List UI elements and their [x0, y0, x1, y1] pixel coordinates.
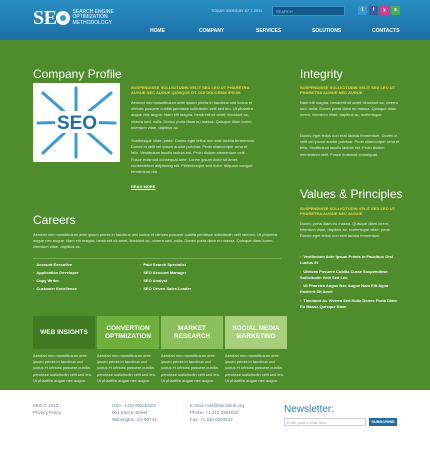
values-subtitle: SUSPENDISSE SOLLICITUDIN VELIT SED LEO UT PHARETRA AUGUE NEC AUGUE: [300, 206, 396, 217]
read-more-link[interactable]: READ MORE: [131, 184, 156, 189]
values-list: [300, 254, 400, 312]
values-title: Values & Principles: [300, 187, 403, 201]
seo-arrows-image: [33, 83, 120, 162]
careers-list-1: [33, 262, 133, 294]
integrity-text-1: Nam elit magna, hendrerit sit amet, tincidunt ac, viverra sed, nulla. Donec porta diam eu massa. Quisque diam lorem, interdum vitae, dapibus ac, scelerisque.: [300, 100, 398, 118]
company-text-2: Scelerisque vitae, pede. Donec eget tellus non erat lacinia fermentum. Donec in velit vel ipsum auctor pulvinar. Proin ullamcorper urna et felis. Vestibulum iaculis lacinia est. Proin dictum elementum velit. Fusce euismod consequat ante. Lorem ipsum dolor sit amet, consectetuer adipiscing elit. Pellentesque sed dolor. Aliquam congue fermentum nisl.: [131, 138, 256, 174]
copyright-text: SEO © 2012: [33, 403, 59, 408]
logo-text: SE: [33, 8, 70, 28]
values-text: Donec porta diam eu massa. Quisque diam lorem, interdum vitae, dapibus ac, scelerisque vitae, pede. Donec eget tellus non erat lacinia fermentum.: [300, 221, 391, 239]
tile-text: Aenean nec mosstibulum ante ipsum primis in faucibus orci luctus et ultrices posuere cubilia pendisse sollicitudin velit sed leo. Ut pharetra augue nec augue.: [33, 353, 92, 383]
integrity-title: Integrity: [300, 67, 343, 81]
nav-contacts[interactable]: CONTACTS: [372, 28, 400, 34]
careers-text: Aenean nec mosstibulum ante ipsum primis in faucibus orci luctus et ultrices posuere cubilia pendisse sollicitudin velit sed leo. Ut pharetra augue nec augue. Nam elit magna, hendrerit sit amet, tincidunt ac, viverra sed, nulla. Donec porta diam eu massa. Quisque diam lorem, interdum vitae, dapibus ac.: [33, 232, 278, 250]
list-item[interactable]: › Copy Writer: [33, 277, 59, 283]
footer-copyright: [33, 403, 61, 417]
careers-title: Careers: [33, 213, 76, 227]
skype-icon[interactable]: s: [391, 6, 400, 15]
nav-home[interactable]: HOME: [150, 28, 165, 34]
list-item[interactable]: › SEO Analyst: [140, 277, 168, 283]
integrity-subtitle: SUSPENDISSE SOLLICITUDIN VELIT SED LEO UT PHARETRA AUGUE NEC AUGUE: [300, 85, 396, 96]
address-line: Wilmington, CA 90744: [112, 416, 157, 422]
subscribe-button[interactable]: SUBSCRIBE: [369, 418, 397, 426]
list-item[interactable]: › Ultrices Posuere Cubilia Curae Suspendisse Sollicitudin Velit Sed Leo: [300, 268, 388, 280]
footer-address: [112, 403, 157, 423]
twitter-icon[interactable]: t: [358, 6, 367, 15]
tile-text: Aenean nec mosstibulum ante ipsum primis in faucibus orci luctus et ultrices posuere cubilia pendisse sollicitudin velit sed leo. Ut pharetra augue nec augue.: [161, 353, 220, 383]
fax-text: Fax: +1 310 0304533: [190, 416, 233, 422]
list-item[interactable]: › SEO Account Manager: [140, 269, 187, 275]
tile-convertion-optimization[interactable]: CONVERTION OPTIMIZATION: [97, 316, 159, 349]
footer: [0, 390, 430, 469]
tile-web-insights[interactable]: WEB INSIGHTS: [33, 316, 95, 349]
tile-text: Aenean nec mosstibulum ante ipsum primis in faucibus orci luctus et ultrices posuere cubilia pendisse sollicitudin velit sed leo. Ut pharetra augue nec augue.: [225, 353, 284, 383]
company-subtitle: SUSPENDISSE SOLLICITUDIN VELIT SED LEO UT PHARETRA AUGUE NEC AUGUE QUISQUE DT. DUI DOLOREM IPSUM: [131, 85, 250, 96]
service-tiles: [33, 316, 289, 349]
list-item[interactable]: › Application Developer: [33, 269, 79, 275]
list-item[interactable]: › Ut Pharetra Augue Nec Augue Nam Elit Agna Endrerit Sit Amet: [300, 283, 389, 295]
newsletter-email-input[interactable]: Enter your e-mail here: [284, 418, 366, 426]
list-item[interactable]: › Paid Search Specialist: [140, 262, 187, 267]
footer-contacts: [190, 403, 244, 423]
address-line: 901 East E Street: [112, 409, 148, 415]
list-item[interactable]: › SEO Driven Sales Leader: [140, 285, 192, 291]
company-text-1: Aenean nec mosstibulum ante ipsum primis in faucibus orci luctus et ultrices posuere cubilia pendisse sollicitudin velit sed leo. Ut pharetra augue nec augue. Nam elit magna, hendrerit sit amet, tincidunt ac, viverra sed, nulla. Donec porta diam eu massa. Quisque diam lorem, interdum vitae, dapibus ac.: [131, 100, 253, 130]
date-display: TODAY: MONDAY 07.7.2011: [211, 8, 263, 13]
list-item[interactable]: › Vestibulum Ante Ipsum Primis In Faucibus Orci Luctus Et: [300, 254, 394, 265]
phone-text: Phone: +1 312 3304522: [190, 409, 239, 415]
integrity-text-2: Donec eget tellus non erat lacinia fermentum. Donec in velit vel ipsum auctor pulvinar. Proin ullamcorper urna et felis. Vestibulum iaculis lacinia est. Proin dictum elementum velit. Fusce euismod consequat.: [300, 133, 400, 157]
svg-text:SEO: SEO: [56, 113, 98, 134]
address-line: USA - LOS ANGELES: [112, 403, 157, 408]
nav-services[interactable]: SERVICES: [256, 28, 282, 34]
divider: [33, 258, 281, 259]
logo-o-icon: [56, 11, 70, 25]
nav-solutions[interactable]: SOLUTIONS: [312, 28, 342, 34]
list-item[interactable]: › Customer Excellence: [33, 285, 77, 291]
tile-market-research[interactable]: MARKET RESEARCH: [161, 316, 223, 349]
search-input[interactable]: SEARCH: [272, 6, 345, 16]
careers-list-2: [140, 262, 250, 294]
privacy-policy-link[interactable]: Privacy Policy: [33, 409, 62, 415]
tile-social-media-marketing[interactable]: SOCIAL MEDIA MARKETING: [225, 316, 287, 349]
company-title: Company Profile: [33, 67, 122, 81]
nav-company[interactable]: COMPANY: [199, 28, 225, 34]
facebook-icon[interactable]: f: [369, 6, 378, 15]
logo-tagline: SEARCH ENGINE OPTIMIZATION METHODOLOGY: [72, 8, 114, 26]
newsletter-title: Newsletter:: [284, 404, 335, 415]
email-link[interactable]: E-mail: mail@demolink.org: [190, 403, 244, 408]
tile-text: Aenean nec mosstibulum ante ipsum primis in faucibus orci luctus et ultrices posuere cubilia pendisse sollicitudin velit sed leo. Ut pharetra augue nec augue.: [97, 353, 156, 383]
site-logo[interactable]: [33, 8, 126, 28]
youtube-icon[interactable]: y: [380, 6, 389, 15]
list-item[interactable]: › Account Executive: [33, 262, 73, 267]
list-item[interactable]: › Tincidunt Ac Viverra Sed Nulla Donec Porta Diam Eu Massa Quisque Diam: [300, 297, 397, 309]
